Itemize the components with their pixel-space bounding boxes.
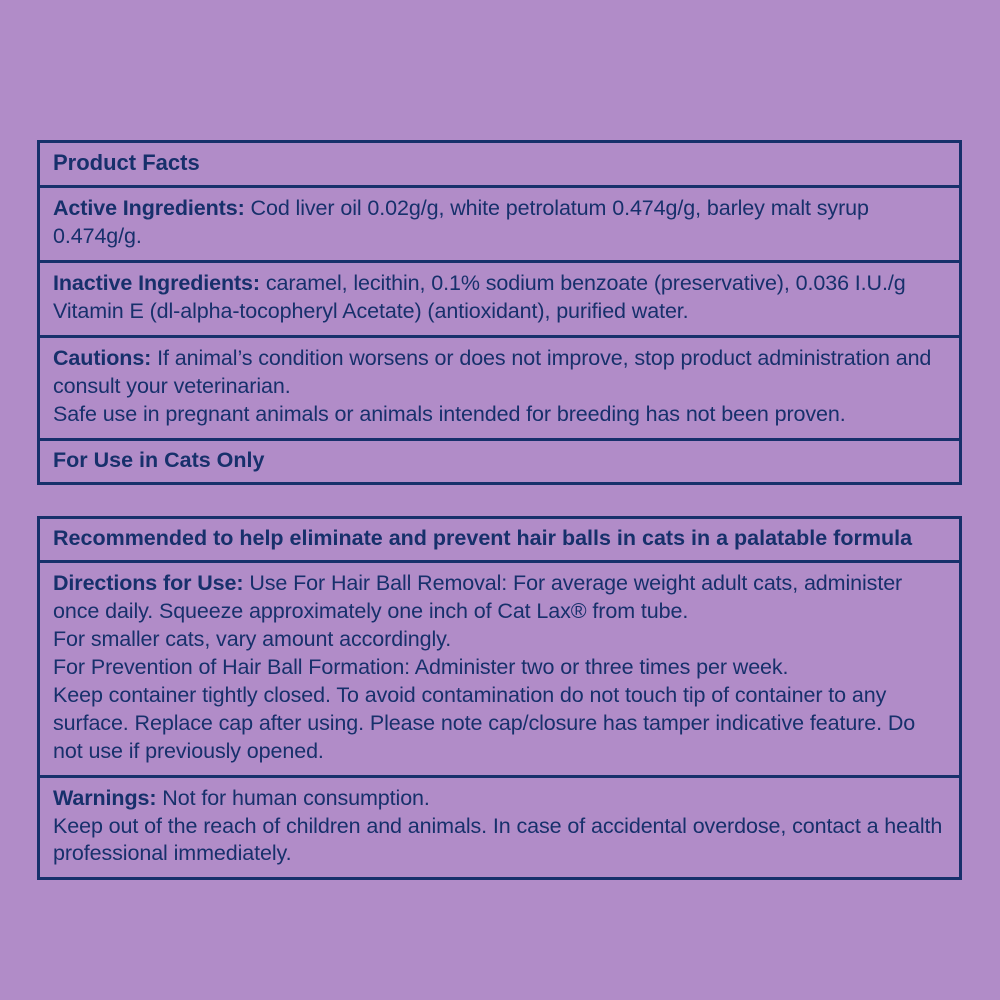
- recommendation-row: [40, 519, 959, 563]
- directions-line-1: Use For Hair Ball Removal: For average weight adult cats, administer once daily. Squeeze approximately one inch of Cat Lax® from tube.: [53, 571, 903, 623]
- cautions-value: If animal’s condition worsens or does not improve, stop product administration and consult your veterinarian.: [53, 345, 932, 398]
- directions-label: Directions for Use:: [53, 571, 244, 595]
- cautions-label: Cautions:: [53, 345, 152, 370]
- for-use-in-cats-row: [40, 441, 959, 482]
- directions-line-4: Keep container tightly closed. To avoid contamination do not touch tip of container to any surface. Replace cap after using. Please note cap/closure has tamper indicative feature. Do not use if previously opened.: [53, 682, 916, 763]
- product-facts-panel: [37, 140, 962, 485]
- warnings-text: [53, 785, 946, 869]
- usage-panel: [37, 516, 962, 880]
- inactive-ingredients-row: [40, 263, 959, 338]
- cautions-row: [40, 338, 959, 441]
- directions-line-2: For smaller cats, vary amount accordingly.: [53, 626, 452, 651]
- recommendation-label: Recommended to help eliminate and prevent hair balls in cats in a palatable formula: [53, 526, 913, 550]
- warnings-line-2: Keep out of the reach of children and animals. In case of accidental overdose, contact a health professional immediately.: [53, 813, 943, 866]
- directions-line-3: For Prevention of Hair Ball Formation: Administer two or three times per week.: [53, 654, 789, 679]
- warnings-line-1: Not for human consumption.: [162, 785, 430, 810]
- cautions-text: [53, 345, 946, 429]
- for-use-in-cats-label: For Use in Cats Only: [53, 447, 265, 472]
- inactive-ingredients-text: [53, 270, 946, 326]
- inactive-ingredients-value: caramel, lecithin, 0.1% sodium benzoate (preservative), 0.036 I.U./g Vitamin E (dl-alpha-tocopheryl Acetate) (antioxidant), purified water.: [53, 270, 906, 323]
- active-ingredients-row: [40, 188, 959, 263]
- directions-text: [53, 570, 946, 766]
- active-ingredients-label: Active Ingredients:: [53, 196, 245, 220]
- active-ingredients-value: Cod liver oil 0.02g/g, white petrolatum 0.474g/g, barley malt syrup 0.474g/g.: [53, 196, 869, 248]
- directions-row: [40, 563, 959, 778]
- inactive-ingredients-label: Inactive Ingredients:: [53, 270, 260, 295]
- cautions-value-2: Safe use in pregnant animals or animals intended for breeding has not been proven.: [53, 401, 846, 426]
- warnings-label: Warnings:: [53, 785, 157, 810]
- warnings-row: [40, 778, 959, 878]
- active-ingredients-text: [53, 195, 946, 251]
- product-facts-title-row: [40, 143, 959, 188]
- page-title: Product Facts: [53, 150, 200, 175]
